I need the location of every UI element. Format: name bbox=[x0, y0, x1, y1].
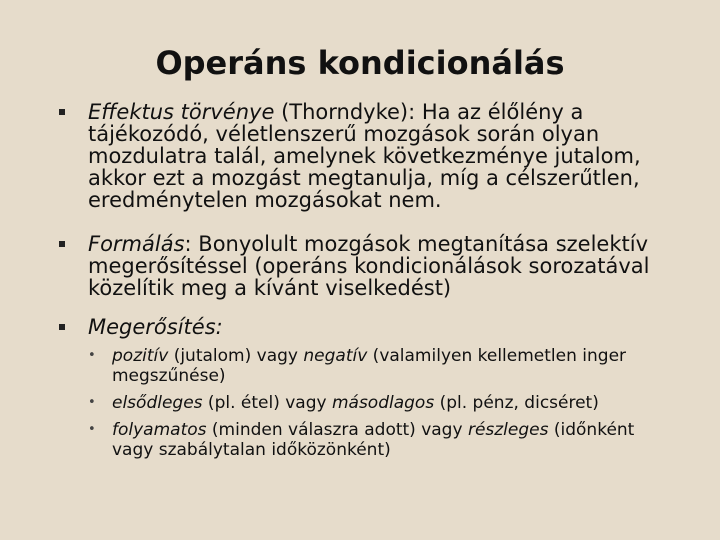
sub-term-a: folyamatos bbox=[112, 420, 207, 440]
bullet-term: Formálás bbox=[88, 232, 185, 256]
dot-bullet-icon: • bbox=[88, 395, 96, 410]
sub-term-a: elsődleges bbox=[112, 393, 203, 413]
sub-text-b: (jutalom) vagy bbox=[168, 346, 304, 366]
bullet-text: : Bonyolult mozgások megtanítása szelektív megerősítéssel (operáns kondicionálások sorozatával közelítik meg a kívánt viselkedést) bbox=[88, 232, 650, 300]
bullet-text: (Thorndyke): Ha az élőlény a tájékozódó, véletlenszerű mozgások során olyan mozdulatra talál, amelynek következménye jutalom, akkor ezt a mozgást megtanulja, míg a célszerűtlen, eredménytelen mozgásokat nem. bbox=[88, 100, 641, 212]
sub-bullet-pozitiv bbox=[88, 346, 672, 386]
sub-text-d: (időnként vagy szabálytalan időközönként) bbox=[112, 420, 635, 460]
bullet-megerosites bbox=[88, 316, 688, 338]
sub-term-a: pozitív bbox=[112, 346, 169, 366]
slide-title: Operáns kondicionálás bbox=[155, 44, 565, 82]
sub-text-d: (pl. pénz, dicséret) bbox=[434, 393, 599, 413]
sub-bullet-folyamatos bbox=[88, 420, 672, 460]
sub-text-b: (minden válaszra adott) vagy bbox=[206, 420, 468, 440]
bullet-term: Effektus törvénye bbox=[88, 100, 275, 124]
bullet-formalas bbox=[88, 233, 688, 299]
square-bullet-icon bbox=[59, 241, 65, 247]
dot-bullet-icon: • bbox=[88, 348, 96, 363]
sub-bullet-elsodleges bbox=[88, 393, 672, 413]
square-bullet-icon bbox=[59, 109, 65, 115]
sub-term-c: negatív bbox=[303, 346, 368, 366]
bullet-term: Megerősítés: bbox=[88, 315, 223, 339]
bullet-effektus bbox=[88, 101, 688, 211]
sub-term-c: részleges bbox=[467, 420, 549, 440]
square-bullet-icon bbox=[59, 324, 65, 330]
sub-text-d: (valamilyen kellemetlen inger megszűnése) bbox=[112, 346, 627, 386]
dot-bullet-icon: • bbox=[88, 422, 96, 437]
sub-text-b: (pl. étel) vagy bbox=[202, 393, 332, 413]
sub-term-c: másodlagos bbox=[331, 393, 435, 413]
